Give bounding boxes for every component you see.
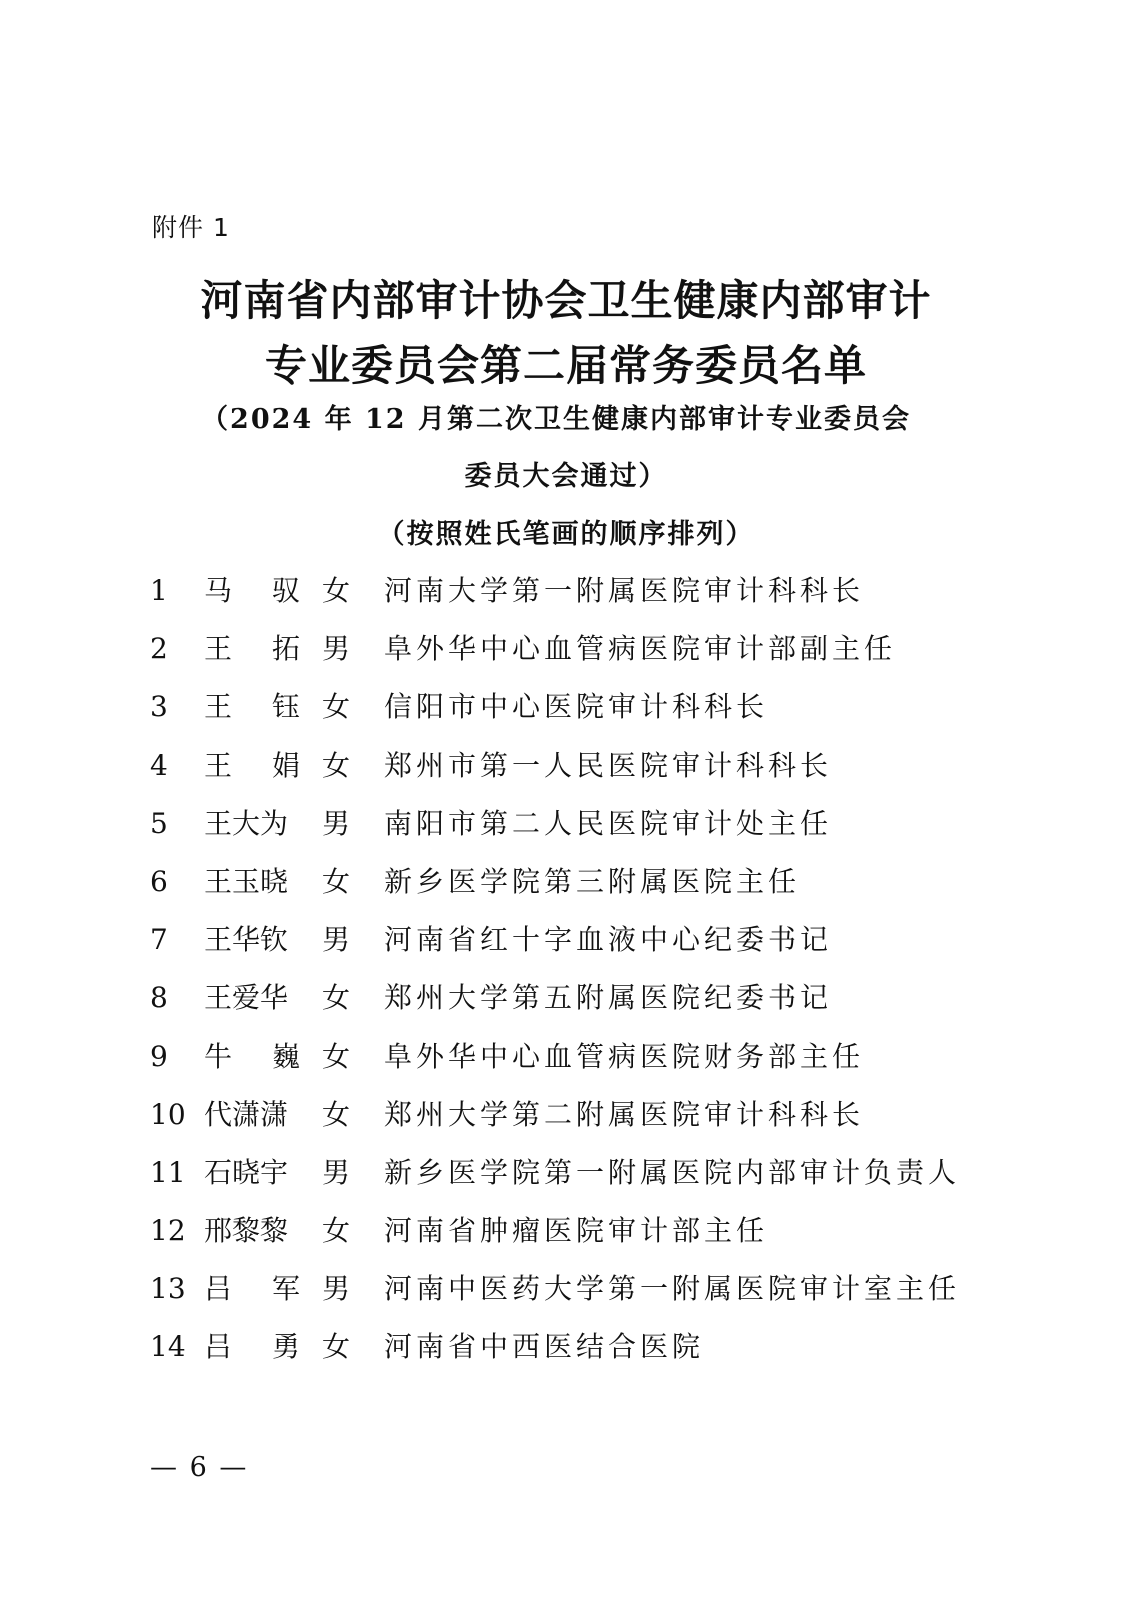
member-number: 1 — [150, 574, 168, 607]
member-number: 9 — [150, 1039, 168, 1073]
member-name: 王 钰 — [204, 690, 300, 724]
member-number: 5 — [150, 806, 168, 840]
member-gender: 女 — [322, 981, 351, 1015]
document-title-line-1: 河南省内部审计协会卫生健康内部审计 — [200, 276, 932, 325]
member-gender: 男 — [322, 632, 351, 666]
member-gender: 女 — [322, 690, 351, 724]
member-organization: 河南省肿瘤医院审计部主任 — [384, 1214, 769, 1248]
member-organization: 阜外华中心血管病医院财务部主任 — [384, 1039, 865, 1073]
list-item — [150, 1207, 1030, 1265]
member-number: 8 — [150, 981, 168, 1015]
list-item — [150, 1149, 1030, 1207]
member-number: 12 — [150, 1214, 186, 1248]
member-gender: 男 — [322, 806, 351, 840]
list-item — [150, 1323, 1030, 1381]
member-gender: 女 — [322, 748, 351, 782]
list-item — [150, 683, 1030, 741]
member-organization: 河南中医药大学第一附属医院审计室主任 — [384, 1272, 961, 1306]
member-gender: 男 — [322, 1272, 351, 1306]
list-item — [150, 800, 1030, 858]
list-item — [150, 1033, 1030, 1091]
member-organization: 新乡医学院第一附属医院内部审计负责人 — [384, 1155, 961, 1189]
member-organization: 阜外华中心血管病医院审计部副主任 — [384, 632, 897, 666]
member-name: 石晓宇 — [204, 1155, 289, 1189]
member-organization: 河南大学第一附属医院审计科科长 — [384, 574, 865, 607]
member-number: 3 — [150, 690, 168, 724]
member-number: 4 — [150, 748, 168, 782]
list-item — [150, 916, 1030, 974]
member-number: 13 — [150, 1272, 186, 1306]
member-name: 王爱华 — [204, 981, 289, 1015]
member-gender: 女 — [322, 1039, 351, 1073]
member-name: 王玉晓 — [204, 864, 289, 898]
member-gender: 女 — [322, 574, 351, 607]
member-name: 吕 军 — [204, 1272, 300, 1306]
member-name: 吕 勇 — [204, 1330, 300, 1364]
page-number: — 6 — — [150, 1452, 249, 1483]
member-gender: 女 — [322, 1097, 351, 1131]
member-organization: 信阳市中心医院审计科科长 — [384, 690, 769, 724]
member-gender: 女 — [322, 1330, 351, 1364]
member-organization: 河南省中西医结合医院 — [384, 1330, 705, 1364]
list-item — [150, 974, 1030, 1032]
member-name: 牛 巍 — [204, 1039, 300, 1073]
member-organization: 河南省红十字血液中心纪委书记 — [384, 923, 833, 957]
ordering-note: （按照姓氏笔画的顺序排列） — [377, 519, 755, 550]
member-organization: 郑州大学第二附属医院审计科科长 — [384, 1097, 865, 1131]
member-name: 王大为 — [204, 806, 289, 840]
list-item — [150, 858, 1030, 916]
member-gender: 男 — [322, 1155, 351, 1189]
member-list — [150, 567, 1030, 1382]
member-gender: 女 — [322, 1214, 351, 1248]
member-number: 14 — [150, 1330, 186, 1364]
subtitle-line-2: 委员大会通过） — [464, 461, 668, 492]
list-item — [150, 567, 1030, 625]
member-gender: 女 — [322, 864, 351, 898]
member-organization: 新乡医学院第三附属医院主任 — [384, 864, 801, 898]
member-number: 7 — [150, 923, 168, 957]
list-item — [150, 625, 1030, 683]
subtitle-line-1: （2024 年 12 月第二次卫生健康内部审计专业委员会 — [201, 404, 911, 435]
member-organization: 郑州大学第五附属医院纪委书记 — [384, 981, 833, 1015]
member-name: 代潇潇 — [204, 1097, 289, 1131]
member-number: 10 — [150, 1097, 186, 1131]
member-name: 王 娟 — [204, 748, 300, 782]
attachment-label: 附件 1 — [152, 213, 230, 242]
list-item — [150, 1091, 1030, 1149]
member-number: 2 — [150, 632, 168, 666]
member-gender: 男 — [322, 923, 351, 957]
member-name: 马 驭 — [204, 574, 300, 607]
list-item — [150, 742, 1030, 800]
member-number: 11 — [150, 1155, 186, 1189]
member-organization: 郑州市第一人民医院审计科科长 — [384, 748, 833, 782]
list-item — [150, 1265, 1030, 1323]
member-name: 邢黎黎 — [204, 1214, 289, 1248]
member-name: 王华钦 — [204, 923, 289, 957]
member-organization: 南阳市第二人民医院审计处主任 — [384, 806, 833, 840]
document-title-line-2: 专业委员会第二届常务委员名单 — [264, 341, 867, 390]
member-name: 王 拓 — [204, 632, 300, 666]
member-number: 6 — [150, 864, 168, 898]
